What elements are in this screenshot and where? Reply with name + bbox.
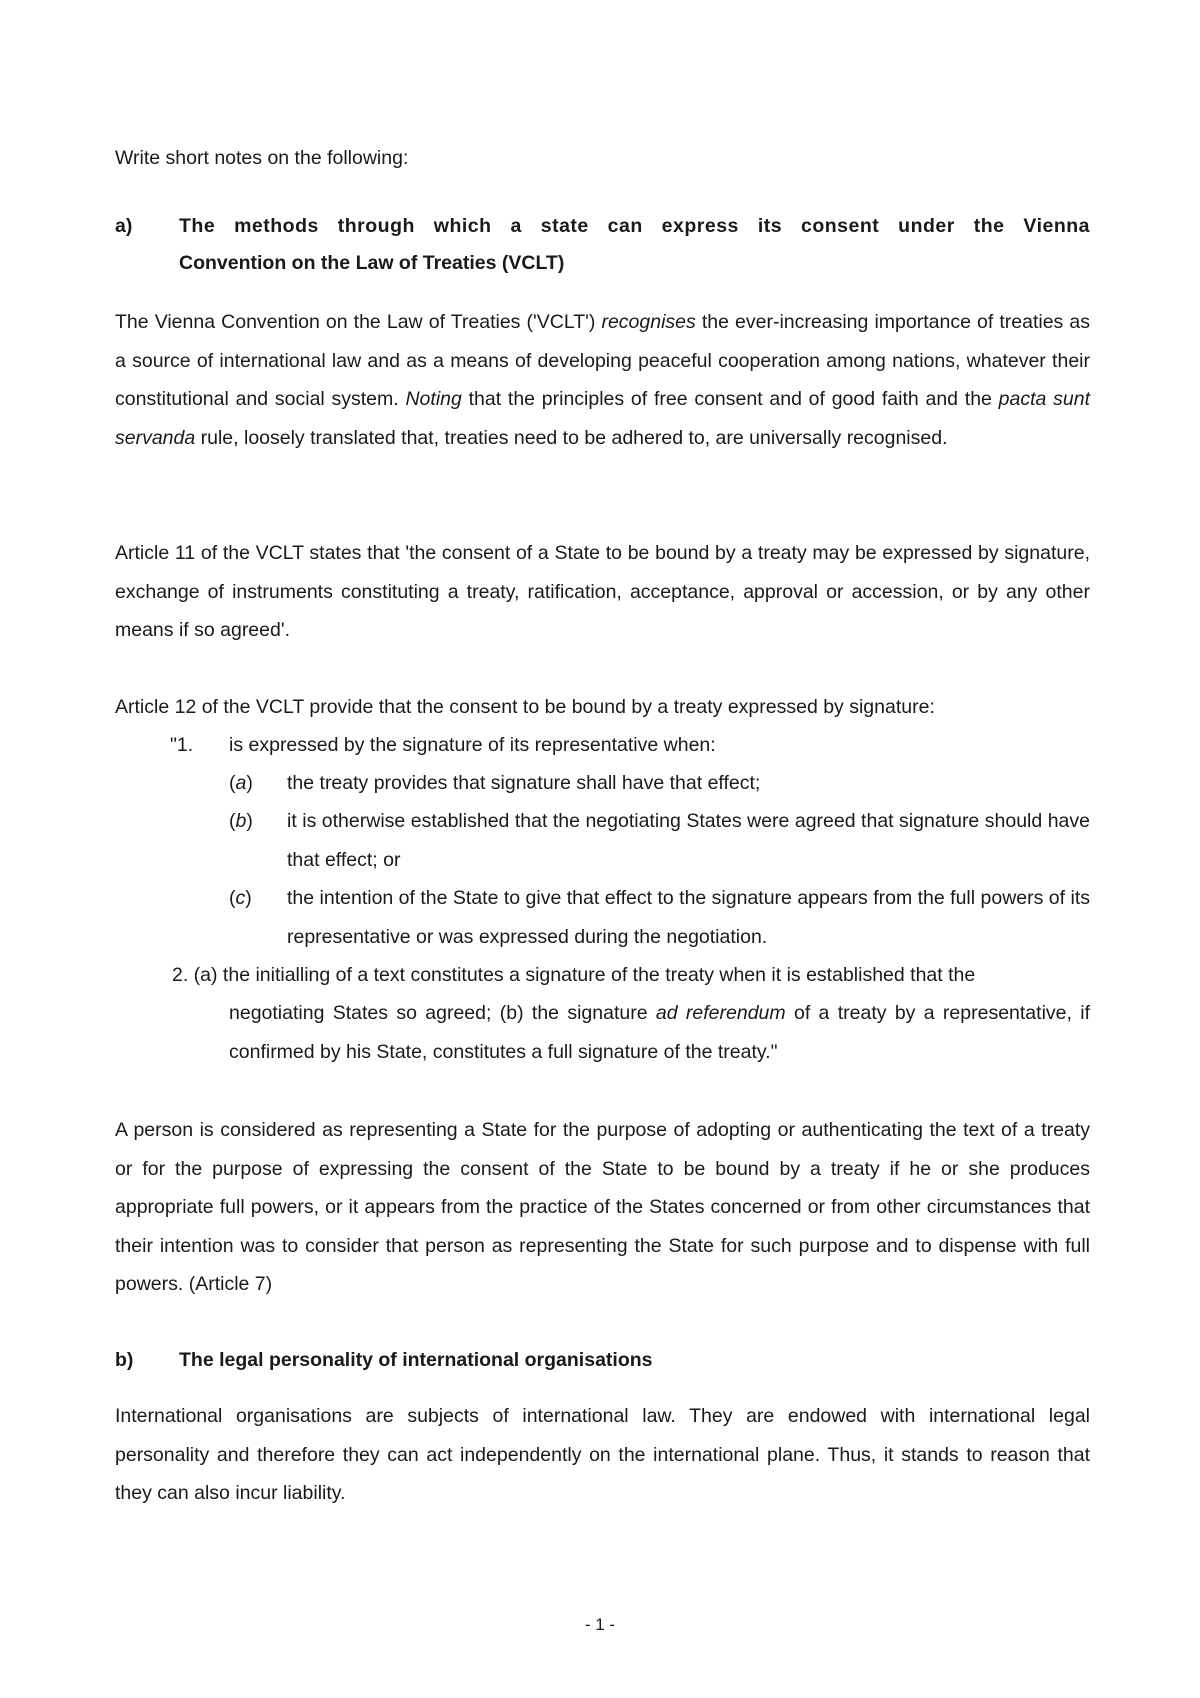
paragraph-vclt-intro	[115, 303, 1090, 457]
section-a-label: a)	[115, 215, 133, 237]
section-a-heading-line1: The methods through which a state can express its consent under the Vienna	[179, 215, 1090, 237]
quote-sub-b-text: it is otherwise established that the negotiating States were agreed that signature should have that effect; or	[287, 810, 1090, 871]
para1-italic-noting: Noting	[405, 388, 462, 410]
para1-italic-pacta: pacta sunt servanda	[115, 388, 1090, 449]
quote-sub-c-text: the intention of the State to give that effect to the signature appears from the full powers of its representative or was expressed during the negotiation.	[287, 887, 1090, 948]
section-a-heading-line2: Convention on the Law of Treaties (VCLT)	[179, 252, 565, 274]
italic-ad-referendum: ad referendum	[655, 1002, 786, 1024]
quote-item-2-text: negotiating States so agreed; (b) the signature ad referendum of a treaty by a representative, if confirmed by his State, constitutes a full signature of the treaty."	[229, 1002, 1090, 1063]
quote-sub-c-label: (c)	[229, 887, 252, 909]
para1-text-2: the ever-increasing importance of treaties as a source of international law and as a means of developing peaceful cooperation among nations, whatever their constitutional and social system.	[115, 311, 1090, 410]
para1-text-1: The Vienna Convention on the Law of Treaties ('VCLT')	[115, 311, 602, 333]
page-number: - 1 -	[584, 1615, 616, 1634]
paragraph-article-7: A person is considered as representing a State for the purpose of adopting or authenticating the text of a treaty or for the purpose of expressing the consent of the State to be bound by a treaty if he or she produces appropriate full powers, or it appears from the practice of the States concerned or from other circumstances that their intention was to consider that person as representing the State for such purpose and to dispense with full powers. (Article 7)	[115, 1119, 1090, 1295]
para1-italic-recognises: recognises	[601, 311, 696, 333]
intro-text: Write short notes on the following:	[115, 147, 409, 169]
quote-sub-b-label: (b)	[229, 810, 253, 832]
section-a-heading	[179, 208, 1090, 282]
section-b-heading: The legal personality of international organisations	[179, 1349, 653, 1371]
paragraph-article-11: Article 11 of the VCLT states that 'the consent of a State to be bound by a treaty may be expressed by signature, exchange of instruments constituting a treaty, ratification, acceptance, approval or accession, or by any other means if so agreed'.	[115, 542, 1090, 641]
para1-text-3: that the principles of free consent and of good faith and the	[461, 388, 999, 410]
paragraph-article-12-intro: Article 12 of the VCLT provide that the consent to be bound by a treaty expressed by signature:	[115, 696, 935, 718]
quote-item-1-text: is expressed by the signature of its representative when:	[229, 734, 716, 756]
paragraph-legal-personality: International organisations are subjects of international law. They are endowed with international legal personality and therefore they can act independently on the international plane. Thus, it stands to reason that they can also incur liability.	[115, 1405, 1090, 1504]
quote-sub-a-label: (a)	[229, 772, 253, 794]
section-b-label: b)	[115, 1349, 134, 1371]
quote-item-1-number: "1.	[170, 734, 194, 756]
quote-item-2-lead: 2. (a) the initialling of a text constitutes a signature of the treaty when it is established that the	[172, 964, 976, 986]
quote-sub-a-text: the treaty provides that signature shall have that effect;	[287, 772, 761, 794]
para1-text-4: rule, loosely translated that, treaties need to be adhered to, are universally recognised.	[195, 426, 948, 449]
